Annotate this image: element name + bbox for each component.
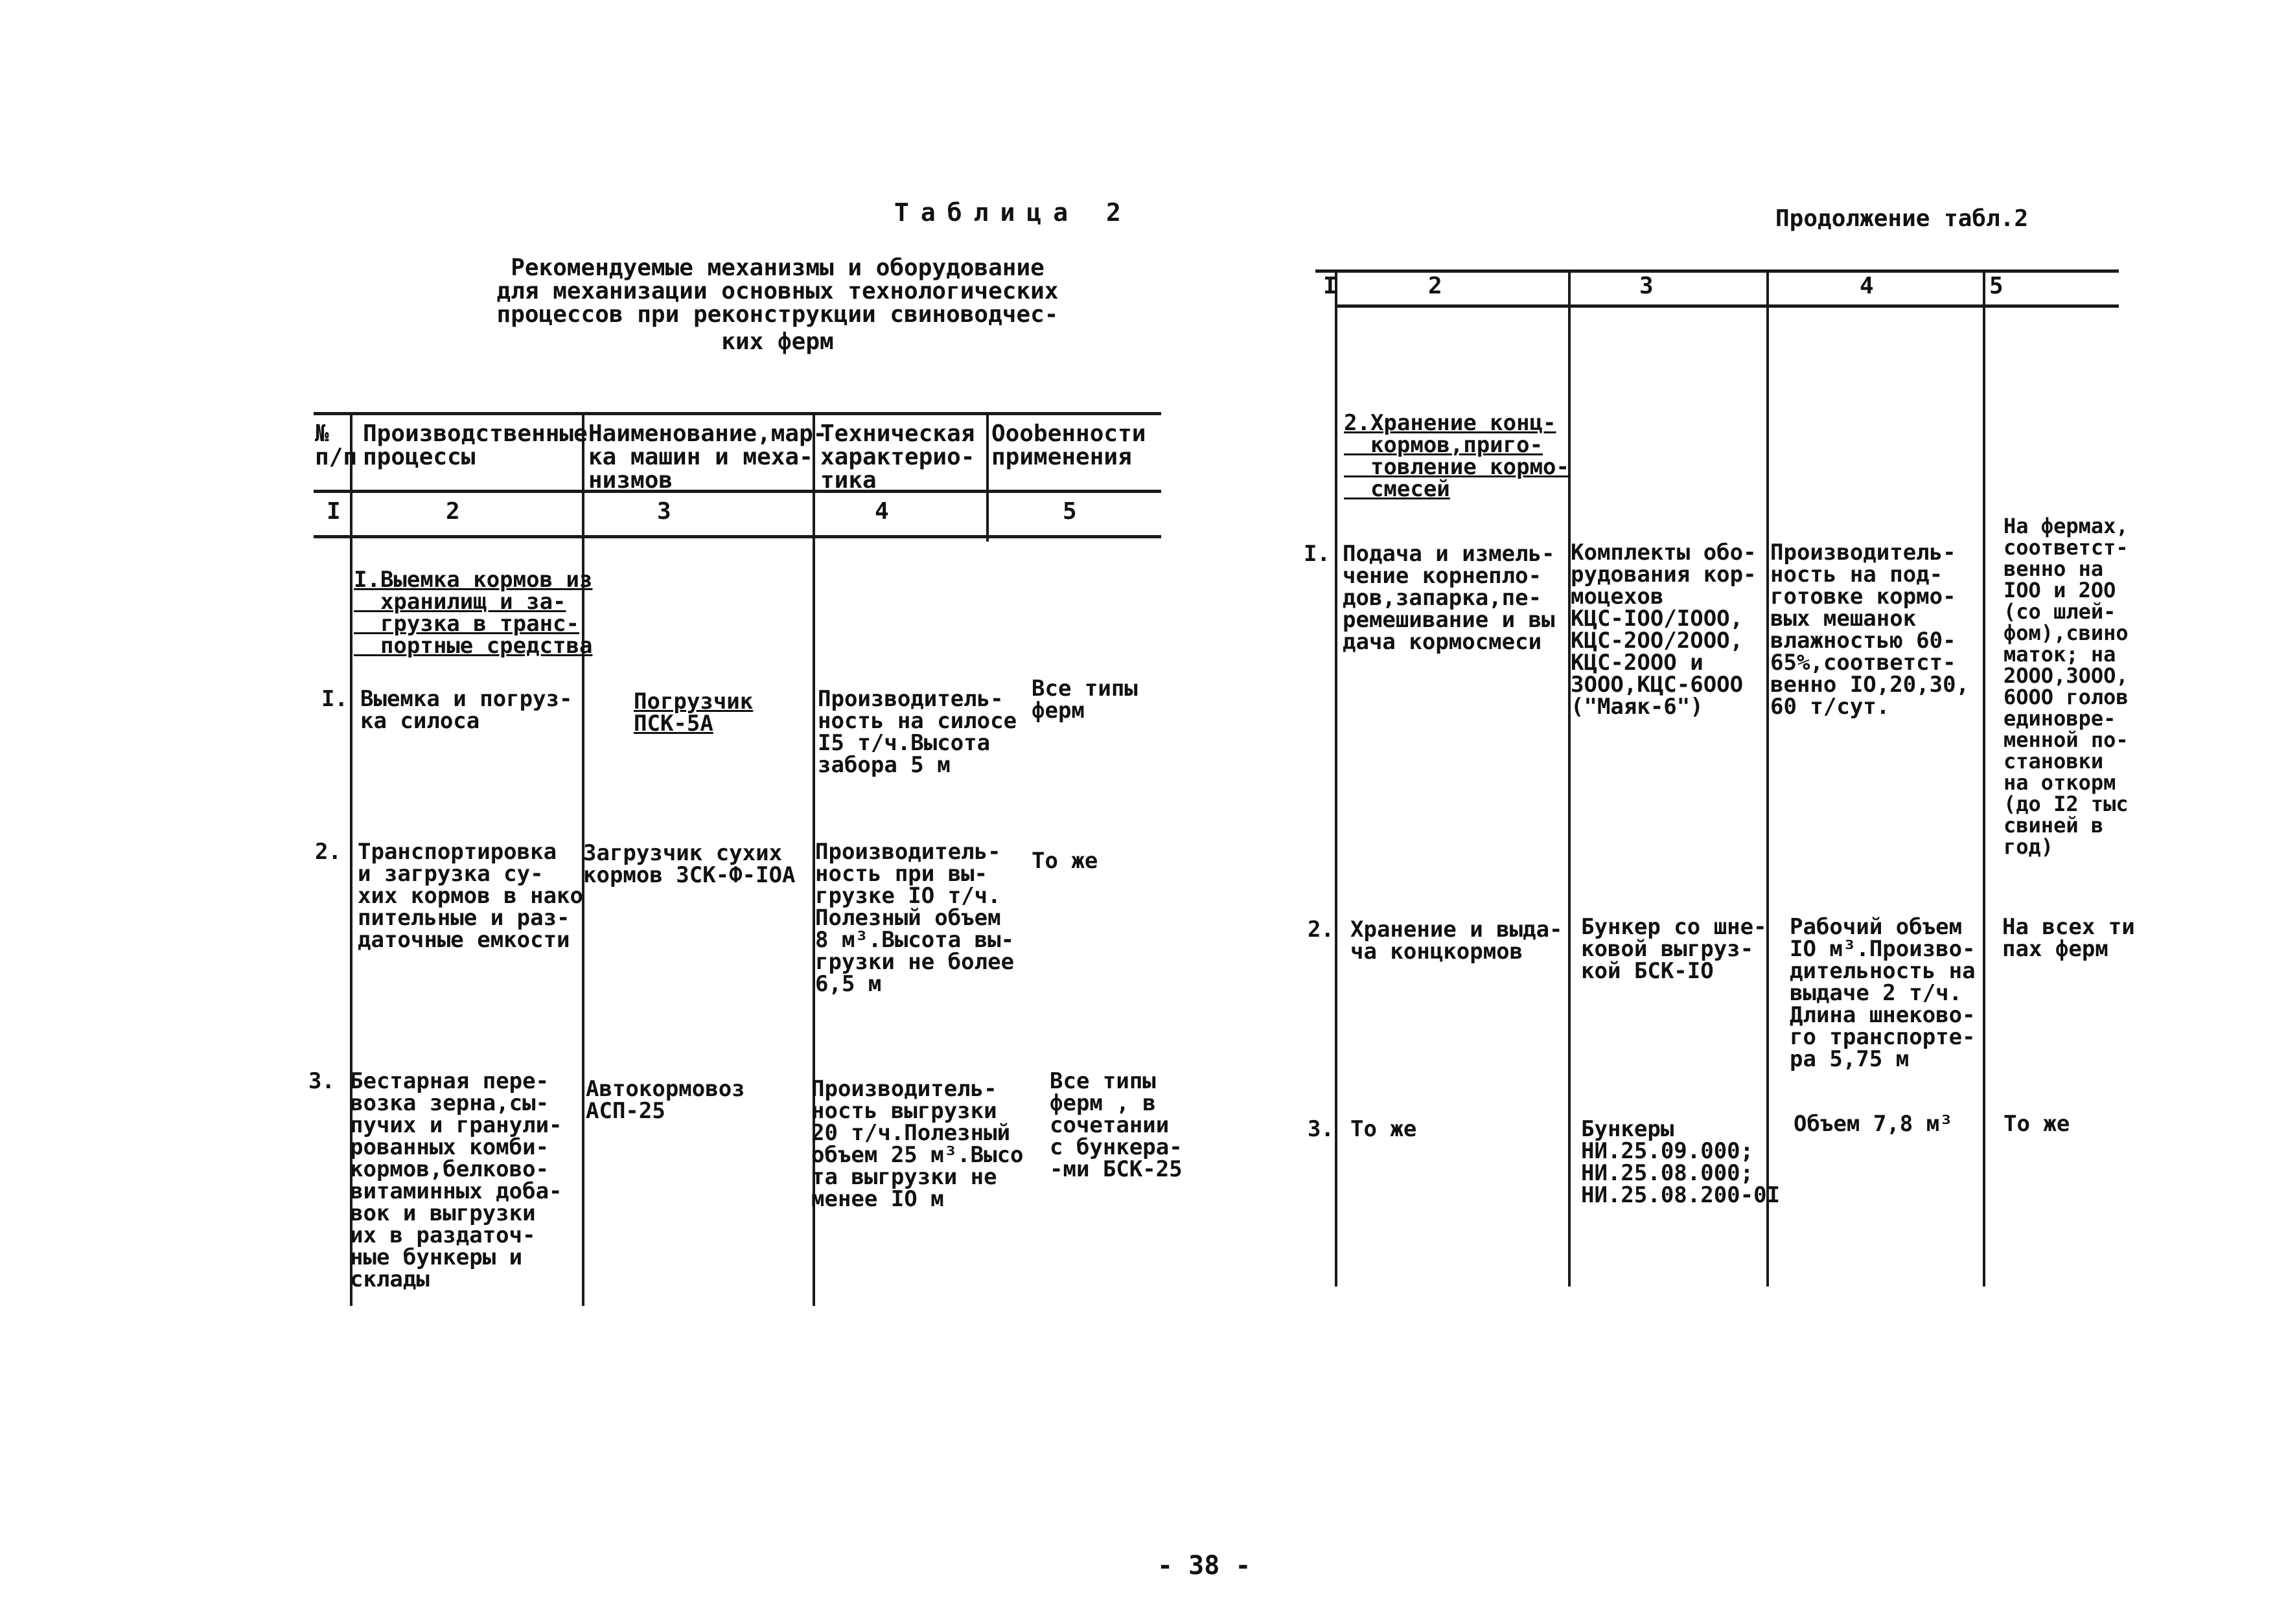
right-colnum-rule [1335, 304, 2119, 308]
left-table-title: Таблица 2 [894, 198, 1133, 227]
page-number: - 38 - [1157, 1551, 1251, 1581]
left-row-2-note: То же [1032, 848, 1098, 874]
left-row-3-num: 3. [308, 1068, 335, 1094]
left-section-header: I.Выемка кормов из хранилищ и за- грузка в транс- портные средства [354, 567, 593, 659]
left-row-3-note: Все типы ферм , в сочетании с бункера- -ми БСК-25 [1050, 1068, 1183, 1182]
right-row-2-process: Хранение и выда- ча концкормов [1350, 917, 1563, 965]
right-row-2-machine: Бункер со шне- ковой выгруз- кой БСК-IO [1581, 914, 1767, 984]
left-table-caption [454, 257, 1102, 354]
right-colnum-1: I [1323, 273, 1337, 299]
right-row-3-machine: Бункеры НИ.25.09.000; НИ.25.08.000; НИ.25.08.200-0I [1581, 1116, 1781, 1208]
right-continuation-title: Продолжение табл.2 [1775, 205, 2029, 232]
right-colnum-2: 2 [1428, 273, 1442, 299]
right-row-3-note: То же [2003, 1111, 2070, 1137]
left-row-1-process: Выемка и погруз- ка силоса [360, 686, 573, 734]
left-row-2-machine: Загрузчик сухих кормов ЗСК-Ф-IOA [583, 840, 796, 888]
right-row-2-tech: Рабочий объем IO м³.Произво- дительность на выдаче 2 т/ч. Длина шнеково- го транспорте- ра 5,75 м [1790, 914, 1976, 1072]
left-colnum-3: 3 [657, 498, 671, 525]
right-row-1-num: I. [1304, 541, 1330, 567]
right-row-2-num: 2. [1308, 917, 1334, 943]
right-row-1-process: Подача и измель- чение корнепло- дов,запарка,пе- ремешивание и вы дача кормосмеси [1343, 541, 1555, 655]
left-vline-4 [986, 412, 989, 542]
left-row-2-process: Транспортировка и загрузка су- хих кормов в нако пительные и раз- даточные емкости [358, 839, 583, 953]
right-row-1-machine: Комплекты обо- рудования кор- моцехов КЦС-IOO/IOOO, КЦС-2OO/2OOO, КЦС-2OOO и 3OOO,КЦС-6OOO ("Маяк-6") [1571, 540, 1757, 720]
caption-line-4: ких ферм [721, 328, 834, 355]
caption-line-1: Рекомендуемые механизмы и оборудование [511, 255, 1045, 281]
left-header-notes: Ооobенности применения [991, 420, 1146, 470]
right-row-3-process: То же [1350, 1116, 1417, 1142]
right-vline-4 [1983, 269, 1985, 1287]
right-row-1-note: На фермах, соответст- венно на IOO и 2OO (со шлей- фом),свино маток; на 2OOO,3OOO, 6OOO голов единовре- менной по- становки на откорм (до I2 тыс свиней в год) [2003, 514, 2129, 859]
caption-line-3: процессов при реконструкции свиноводчес- [496, 301, 1059, 328]
left-header-machine: Наименование,мар- ка машин и меха- низмов [588, 420, 827, 494]
right-colnum-4: 4 [1860, 273, 1874, 299]
left-colnum-rule [314, 535, 1161, 538]
right-section-header: 2.Хранение конц- кормов,приго- товление кормо- смесей [1344, 410, 1569, 502]
left-row-1-note: Все типы ферм [1032, 676, 1138, 724]
left-header-num: № п/п [315, 420, 358, 470]
right-vline-1 [1335, 269, 1337, 1287]
left-row-2-num: 2. [315, 839, 341, 865]
left-row-1-tech: Производитель- ность на силосе I5 т/ч.Высота забора 5 м [818, 686, 1017, 778]
left-row-3-tech: Производитель- ность выгрузки 20 т/ч.Полезный объем 25 м³.Высо та выгрузки не менее IO м [811, 1076, 1024, 1212]
left-colnum-1: I [327, 498, 341, 525]
right-row-3-num: 3. [1308, 1116, 1334, 1142]
left-colnum-2: 2 [446, 498, 460, 525]
right-row-3-tech: Объем 7,8 м³ [1794, 1111, 1953, 1137]
left-header-tech: Техническая характерио- тика [820, 420, 975, 494]
left-table-top-rule [314, 412, 1161, 415]
caption-line-2: для механизации основных технологических [496, 278, 1059, 304]
right-colnum-5: 5 [1989, 273, 2003, 299]
left-row-1-machine: Погрузчик ПСК-5А [634, 689, 754, 737]
left-header-process: Производственные процессы [363, 420, 588, 470]
left-row-3-process: Бестарная пере- возка зерна,сы- пучих и гранули- рованных комби- кормов,белково- витаминных доба- вок и выгрузки их в раздаточ- ные бункеры и склады [350, 1068, 562, 1292]
left-row-3-machine: Автокормовоз АСП-25 [586, 1076, 745, 1124]
right-row-2-note: На всех ти пах ферм [2002, 914, 2135, 962]
left-row-2-tech: Производитель- ность при вы- грузке IO т/ч. Полезный объем 8 м³.Высота вы- грузки не более 6,5 м [815, 839, 1015, 997]
left-colnum-5: 5 [1063, 498, 1077, 525]
left-row-1-num: I. [321, 686, 348, 712]
left-colnum-4: 4 [875, 498, 889, 525]
right-row-1-tech: Производитель- ность на под- готовке кормо- вых мешанок влажностью 60- 65%,соответст- венно IO,20,30, 60 т/сут. [1770, 540, 1970, 720]
right-colnum-3: 3 [1639, 273, 1654, 299]
